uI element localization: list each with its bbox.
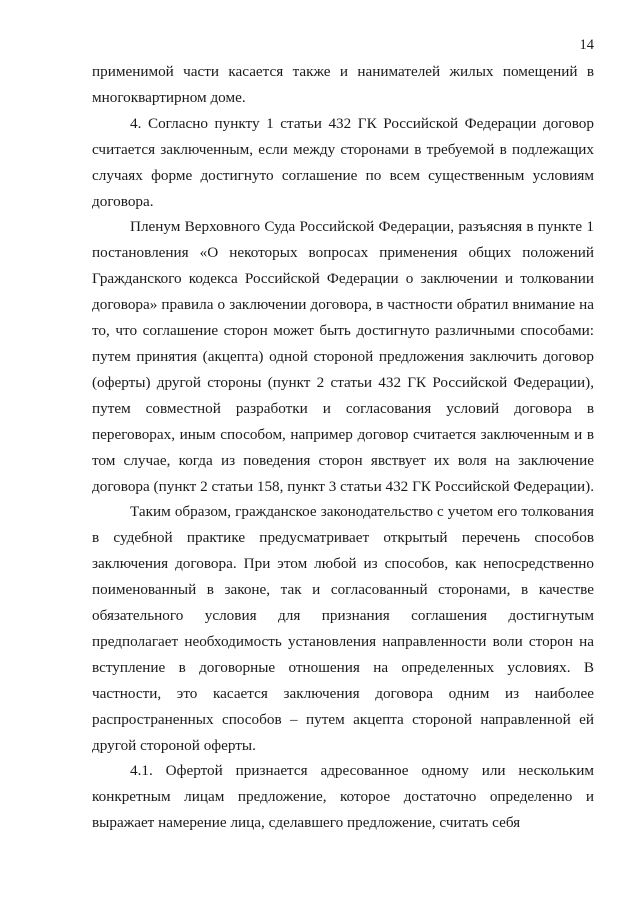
paragraph-conclusion: Таким образом, гражданское законодательство с учетом его толкования в судебной практике предусматривает открытый перечень способов заключения договора. При этом любой из способов, как непосредственно поименованный в законе, так и согласованный сторонами, в качестве обязательного условия для признания соглашения достигнутым предполагает необходимость установления направленности воли сторон на вступление в договорные отношения на определенных условиях. В частности, это касается заключения договора одним из наиболее распространенных способов – путем акцепта стороной направленной ей другой стороной оферты.	[92, 503, 594, 754]
paragraph-plenum-clarification: Пленум Верховного Суда Российской Федерации, разъясняя в пункте 1 постановления «О некоторых вопросах применения общих положений Гражданского кодекса Российской Федерации о заключении и толковании договора» правила о заключении договора, в частности обратил внимание на то, что соглашение сторон может быть достигнуто различными способами: путем принятия (акцепта) одной стороной предложения заключить договор (оферты) другой стороны (пункт 2 статьи 432 ГК Российской Федерации), путем совместной разработки и согласования условий договора в переговорах, иным способом, например договор считается заключенным и в том случае, когда из поведения сторон явствует их воля на заключение договора (пункт 2 статьи 158, пункт 3 статьи 432 ГК Российской Федерации).	[92, 218, 595, 495]
document-body	[92, 59, 594, 836]
paragraph-continuation: применимой части касается также и нанимателей жилых помещений в многоквартирном доме.	[92, 63, 594, 106]
paragraph-item-4: 4. Согласно пункту 1 статьи 432 ГК Российской Федерации договор считается заключенным, если между сторонами в требуемой в подлежащих случаях форме достигнуто соглашение по всем существенным условиям договора.	[92, 114, 594, 210]
paragraph-item-4-1: 4.1. Офертой признается адресованное одному или нескольким конкретным лицам предложение, которое достаточно определенно и выражает намерение лица, сделавшего предложение, считать себя	[92, 762, 594, 832]
page-number: 14	[579, 37, 594, 53]
